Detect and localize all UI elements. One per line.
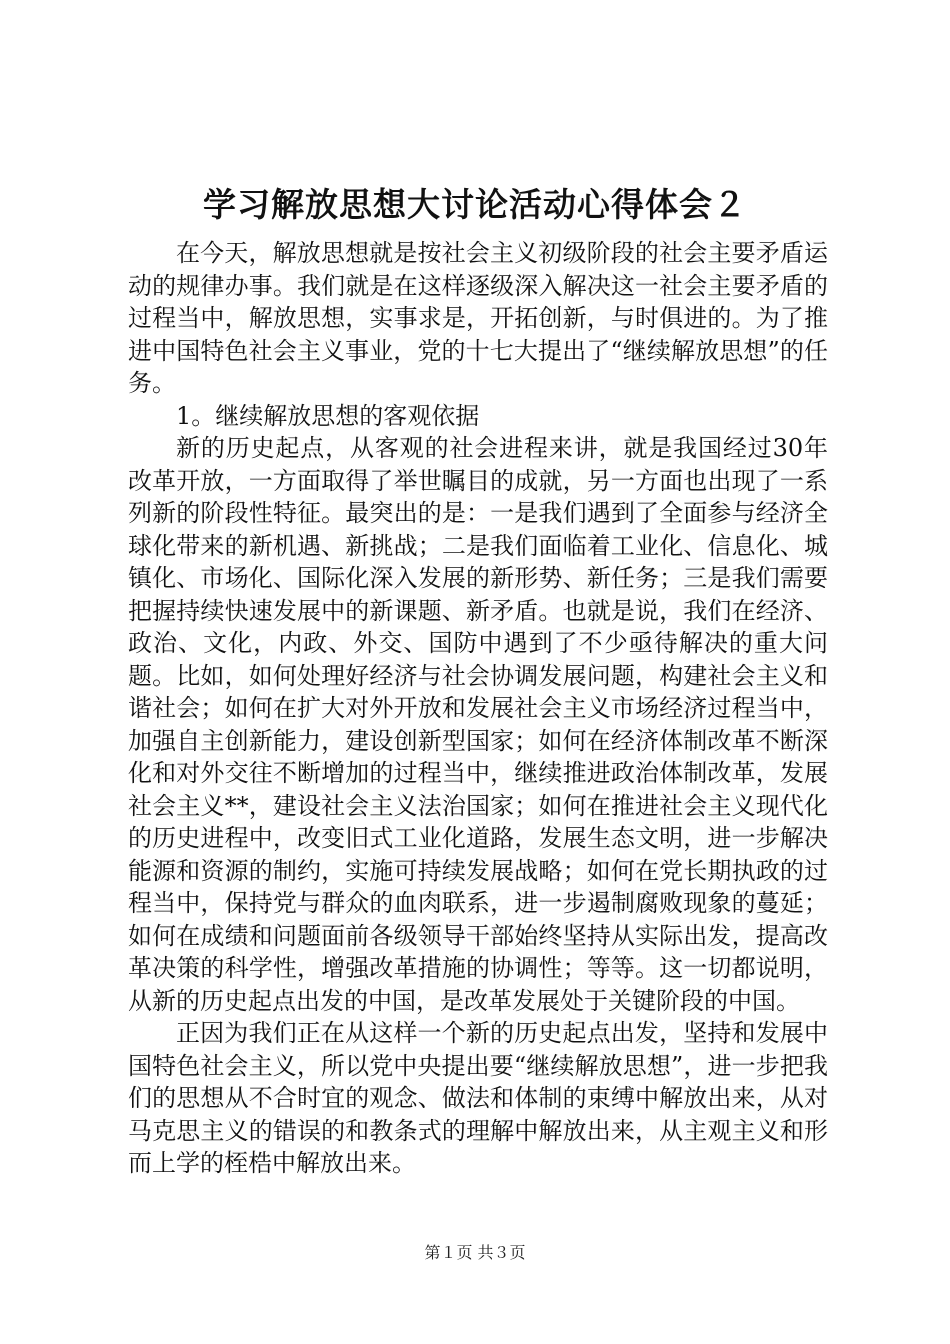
paragraph-conclusion: 正因为我们正在从这样一个新的历史起点出发，坚持和发展中国特色社会主义，所以党中央提出要“继续解放思想”，进一步把我们的思想从不合时宜的观念、做法和体制的束缚中解放出来，从对马克思主义的错误的和教条式的理解中解放出来，从主观主义和形而上学的桎梏中解放出来。 [128, 1019, 828, 1177]
page-number-footer: 第１页 共３页 [424, 1243, 526, 1262]
section-heading: 1。继续解放思想的客观依据 [176, 401, 480, 430]
document-body [128, 237, 828, 1180]
paragraph-intro: 在今天，解放思想就是按社会主义初级阶段的社会主要矛盾运动的规律办事。我们就是在这样逐级深入解决这一社会主要矛盾的过程当中，解放思想，实事求是，开拓创新，与时俱进的。为了推进中国特色社会主义事业，党的十七大提出了“继续解放思想”的任务。 [128, 239, 828, 397]
paragraph-historical-starting-point: 新的历史起点，从客观的社会进程来讲，就是我国经过30年改革开放，一方面取得了举世瞩目的成就，另一方面也出现了一系列新的阶段性特征。最突出的是：一是我们遇到了全面参与经济全球化带来的新机遇、新挑战；二是我们面临着工业化、信息化、城镇化、市场化、国际化深入发展的新形势、新任务；三是我们需要把握持续快速发展中的新课题、新矛盾。也就是说，我们在经济、政治、文化，内政、外交、国防中遇到了不少亟待解决的重大问题。比如，如何处理好经济与社会协调发展问题，构建社会主义和谐社会；如何在扩大对外开放和发展社会主义市场经济过程当中，加强自主创新能力，建设创新型国家；如何在经济体制改革不断深化和对外交往不断增加的过程当中，继续推进政治体制改革，发展社会主义**，建设社会主义法治国家；如何在推进社会主义现代化的历史进程中，改变旧式工业化道路，发展生态文明，进一步解决能源和资源的制约，实施可持续发展战略；如何在党长期执政的过程当中，保持党与群众的血肉联系，进一步遏制腐败现象的蔓延；如何在成绩和问题面前各级领导干部始终坚持从实际出发，提高改革决策的科学性，增强改革措施的协调性；等等。这一切都说明，从新的历史起点出发的中国，是改革发展处于关键阶段的中国。 [128, 434, 828, 1015]
document-title: 学习解放思想大讨论活动心得体会２ [203, 185, 747, 224]
